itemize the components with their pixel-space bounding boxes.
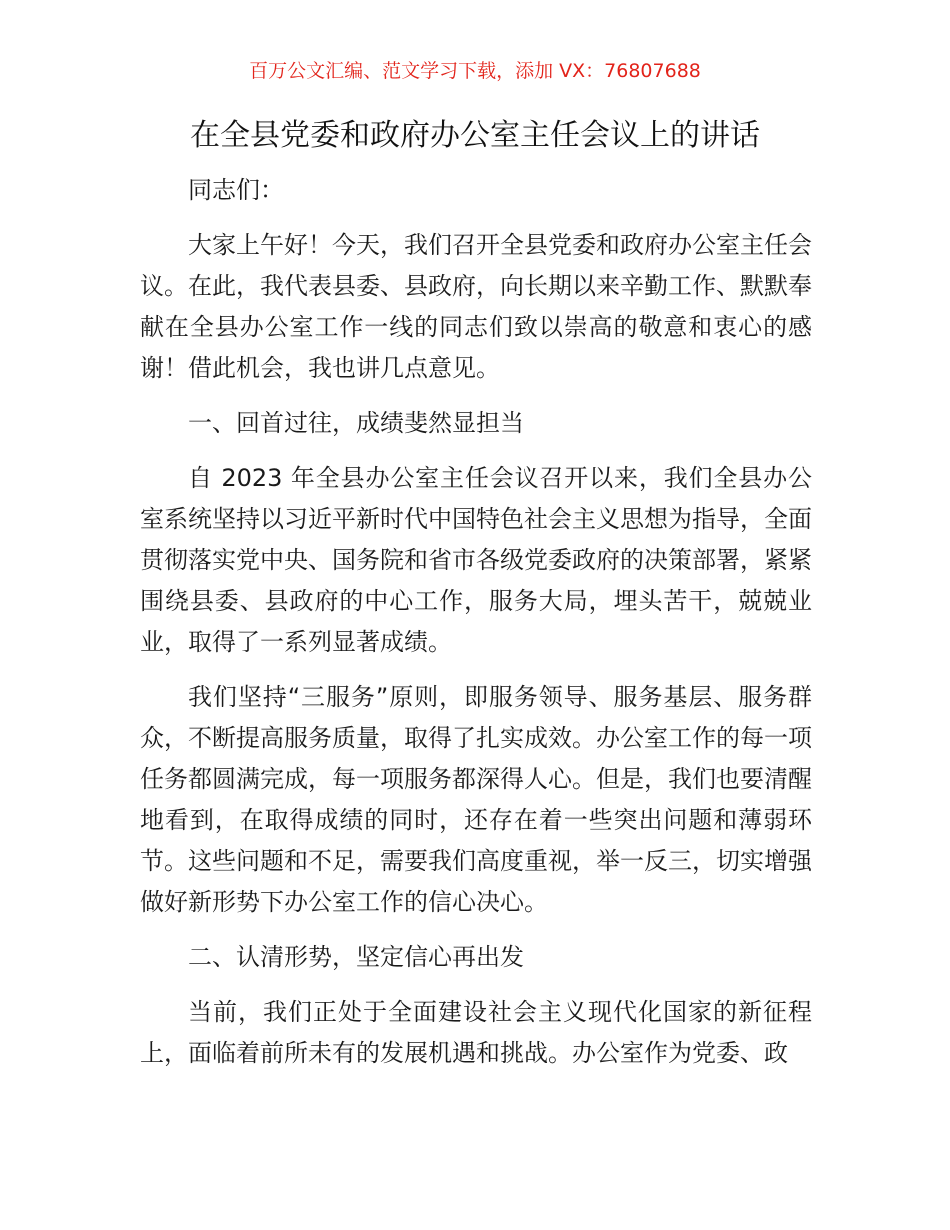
- section-heading-1: 一、回首过往，成绩斐然显担当: [188, 409, 524, 437]
- paragraph-opening: 大家上午好！今天，我们召开全县党委和政府办公室主任会议。在此，我代表县委、县政府，向长期以来辛勤工作、默默奉献在全县办公室工作一线的同志们致以崇高的敬意和衷心的感谢！借此机会，我也讲几点意见。: [140, 231, 812, 382]
- section-heading-2: 二、认清形势，坚定信心再出发: [188, 943, 524, 971]
- paragraph-current-situation: 当前，我们正处于全面建设社会主义现代化国家的新征程上，面临着前所未有的发展机遇和挑战。办公室作为党委、政: [140, 998, 812, 1067]
- watermark-banner: 百万公文汇编、范文学习下载，添加 VX：76807688: [249, 60, 701, 82]
- paragraph-three-services: 我们坚持“三服务”原则，即服务领导、服务基层、服务群众，不断提高服务质量，取得了扎实成效。办公室工作的每一项任务都圆满完成，每一项服务都深得人心。但是，我们也要清醒地看到，在取得成绩的同时，还存在着一些突出问题和薄弱环节。这些问题和不足，需要我们高度重视，举一反三，切实增强做好新形势下办公室工作的信心决心。: [140, 683, 812, 916]
- document-title: 在全县党委和政府办公室主任会议上的讲话: [190, 118, 760, 153]
- document-body: [140, 170, 812, 1088]
- paragraph-achievements: 自 2023 年全县办公室主任会议召开以来，我们全县办公室系统坚持以习近平新时代中国特色社会主义思想为指导，全面贯彻落实党中央、国务院和省市各级党委政府的决策部署，紧紧围绕县委、县政府的中心工作，服务大局，埋头苦干，兢兢业业，取得了一系列显著成绩。: [140, 464, 812, 656]
- salutation: 同志们：: [188, 176, 284, 204]
